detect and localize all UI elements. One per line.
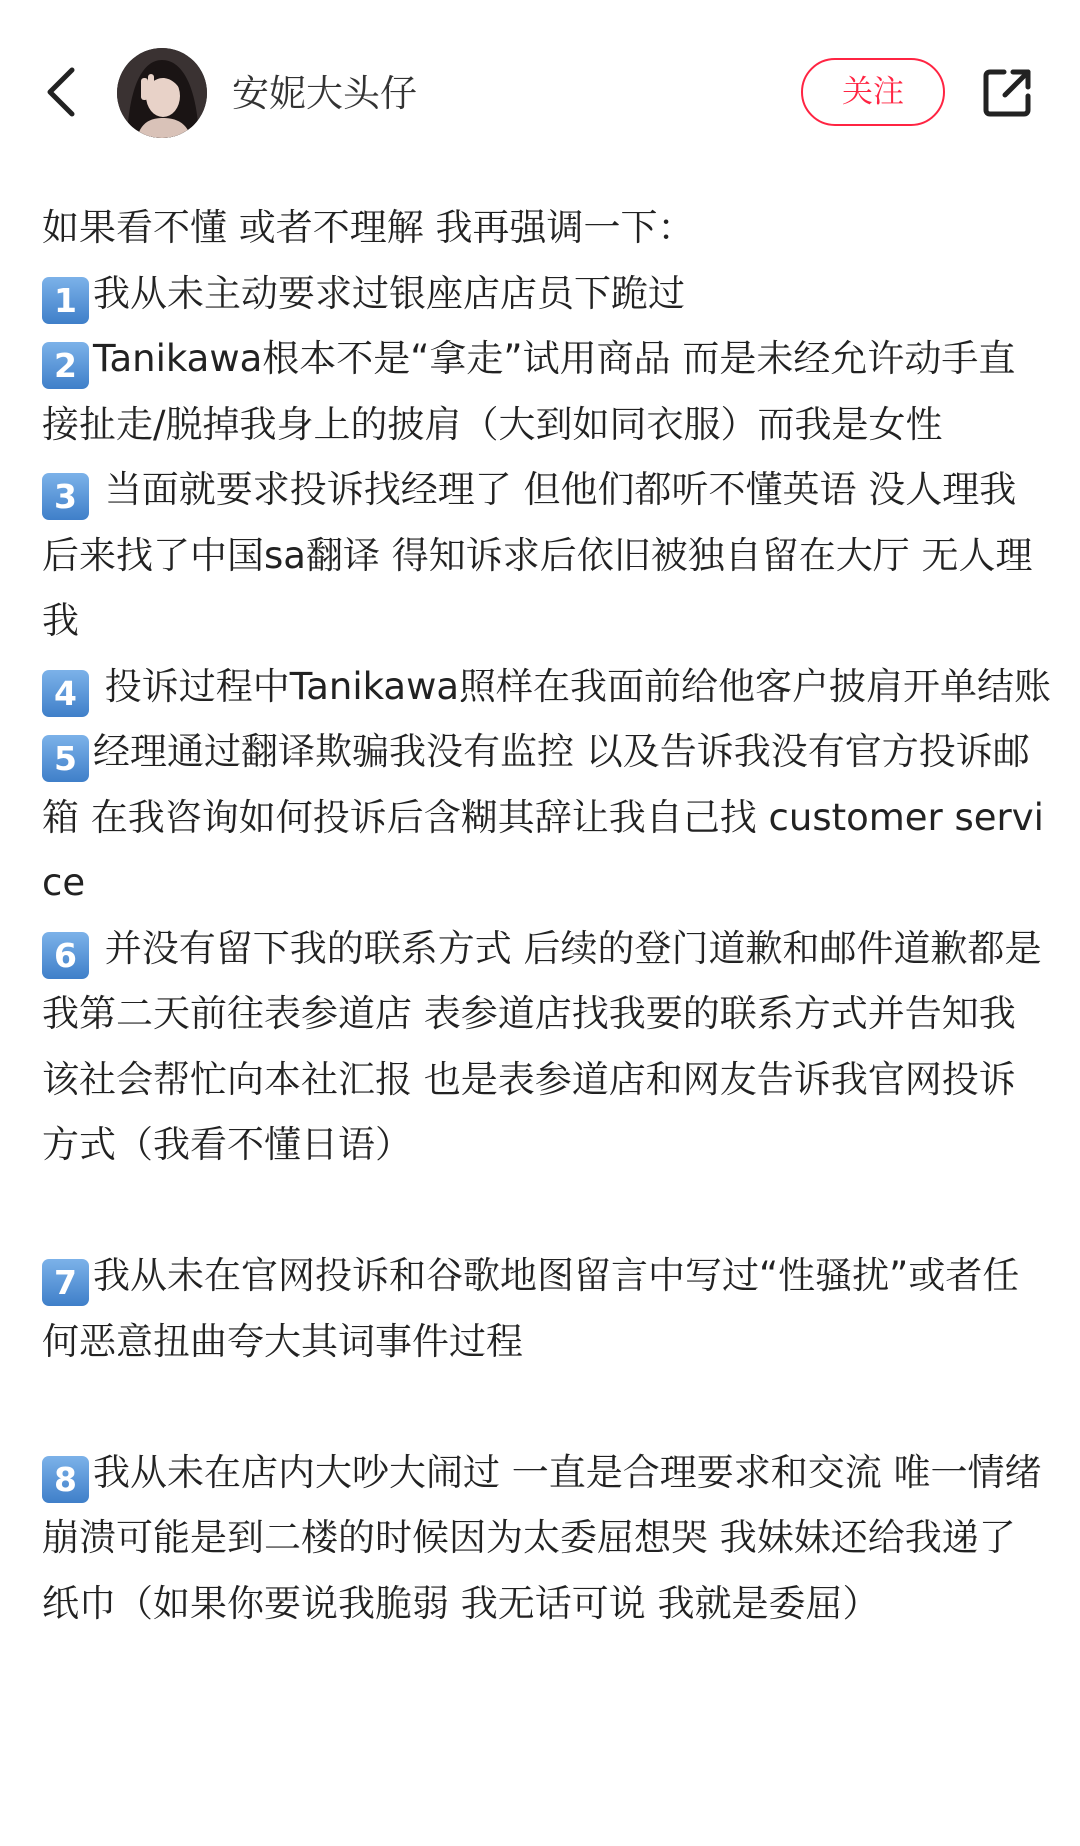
- keycap-number-icon: 6: [42, 932, 89, 979]
- list-item: [42, 457, 1052, 654]
- list-item: [42, 261, 1052, 327]
- keycap-number-icon: 4: [42, 670, 89, 717]
- keycap-number-icon: 5: [42, 735, 89, 782]
- keycap-number-icon: 2: [42, 342, 89, 389]
- post-body: [42, 195, 1052, 1636]
- paragraph-spacer: [42, 1374, 1052, 1440]
- list-item-text: 当面就要求投诉找经理了 但他们都听不懂英语 没人理我 后来找了中国sa翻译 得知诉求后依旧被独自留在大厅 无人理我: [42, 468, 1033, 642]
- share-out-icon: [980, 66, 1034, 120]
- list-item-text: Tanikawa根本不是“拿走”试用商品 而是未经允许动手直接扯走/脱掉我身上的披肩（大到如同衣服）而我是女性: [42, 337, 1016, 446]
- keycap-number-icon: 3: [42, 473, 89, 520]
- list-item-text: 经理通过翻译欺骗我没有监控 以及告诉我没有官方投诉邮箱 在我咨询如何投诉后含糊其辞让我自己找 customer service: [42, 730, 1044, 904]
- avatar-image-icon: [117, 48, 207, 138]
- list-item-text: 我从未在官网投诉和谷歌地图留言中写过“性骚扰”或者任何恶意扭曲夸大其词事件过程: [42, 1254, 1020, 1363]
- list-item-text: 我从未主动要求过银座店店员下跪过: [93, 271, 685, 315]
- list-item-text: 我从未在店内大吵大闹过 一直是合理要求和交流 唯一情绪崩溃可能是到二楼的时候因为太委屈想哭 我妹妹还给我递了纸巾（如果你要说我脆弱 我无话可说 我就是委屈）: [42, 1450, 1042, 1625]
- avatar[interactable]: [117, 48, 207, 138]
- keycap-number-icon: 7: [42, 1259, 89, 1306]
- list-item-text: 投诉过程中Tanikawa照样在我面前给他客户披肩开单结账: [93, 664, 1052, 708]
- list-item: [42, 916, 1052, 1178]
- list-item: [42, 719, 1052, 916]
- list-item: [42, 654, 1052, 720]
- top-bar: [0, 0, 1080, 185]
- username[interactable]: 安妮大头仔: [232, 72, 417, 115]
- chevron-left-icon: [42, 62, 82, 122]
- back-button[interactable]: [42, 62, 82, 122]
- follow-button[interactable]: 关注: [801, 58, 945, 126]
- keycap-number-icon: 8: [42, 1456, 89, 1503]
- list-item: [42, 1440, 1052, 1637]
- share-button[interactable]: [980, 66, 1034, 120]
- list-item-text: 并没有留下我的联系方式 后续的登门道歉和邮件道歉都是我第二天前往表参道店 表参道店找我要的联系方式并告知我该社会帮忙向本社汇报 也是表参道店和网友告诉我官网投诉方式（我看不懂日语）: [42, 926, 1042, 1166]
- keycap-number-icon: 1: [42, 277, 89, 324]
- post-intro: 如果看不懂 或者不理解 我再强调一下：: [42, 206, 695, 249]
- paragraph-spacer: [42, 1178, 1052, 1244]
- list-item: [42, 326, 1052, 457]
- list-item: [42, 1243, 1052, 1374]
